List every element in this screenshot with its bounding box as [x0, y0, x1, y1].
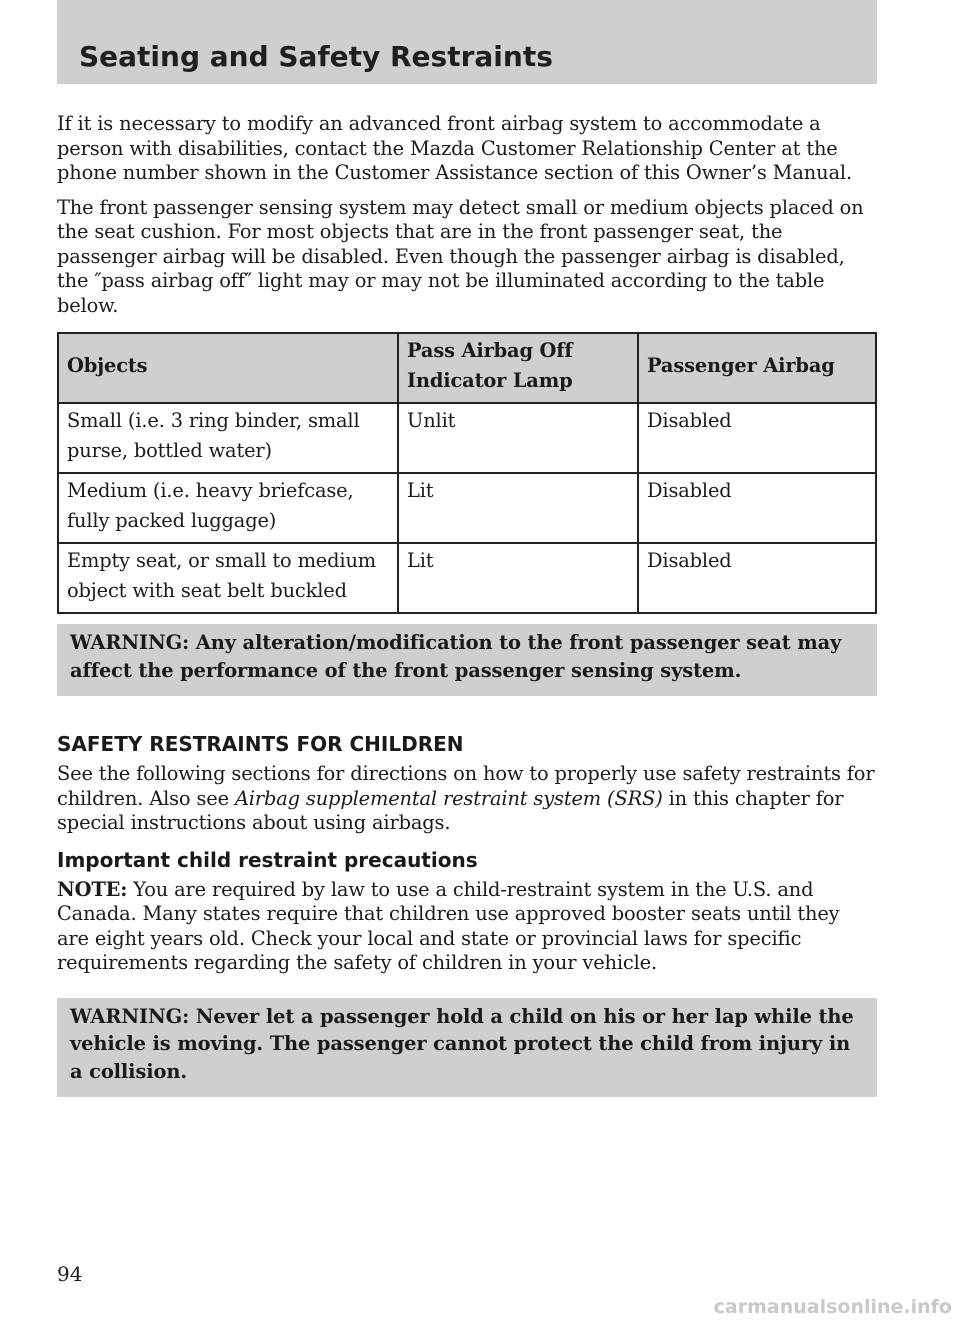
- table-cell: Lit: [398, 543, 638, 613]
- section-paragraph: [57, 762, 877, 836]
- table-header-cell: Pass Airbag Off Indicator Lamp: [398, 333, 638, 403]
- note-text: You are required by law to use a child-restraint system in the U.S. and Canada. Many states require that children use approved booster seats until they are eight years old. Check your local and state or provincial laws for specific requirements regarding the safety of children in your vehicle.: [57, 877, 840, 974]
- table-row: [58, 473, 876, 543]
- table-cell: Unlit: [398, 403, 638, 473]
- page-title: Seating and Safety Restraints: [79, 40, 553, 73]
- table-cell: Disabled: [638, 403, 876, 473]
- warning-box-child-lap: WARNING: Never let a passenger hold a child on his or her lap while the vehicle is moving. The passenger cannot protect the child from injury in a collision.: [57, 998, 877, 1098]
- table-cell: Disabled: [638, 473, 876, 543]
- note-paragraph: [57, 878, 877, 976]
- table-row: [58, 403, 876, 473]
- note-label: NOTE:: [57, 877, 128, 901]
- table-cell: Small (i.e. 3 ring binder, small purse, bottled water): [58, 403, 398, 473]
- section-text-end: in this chapter for special instructions about using airbags.: [57, 786, 844, 834]
- warning-box-seat-modification: WARNING: Any alteration/modification to the front passenger seat may affect the performance of the front passenger sensing system.: [57, 624, 877, 696]
- table-cell: Disabled: [638, 543, 876, 613]
- table-header-row: [58, 333, 876, 403]
- page-number: 94: [57, 1262, 83, 1286]
- srs-reference: Airbag supplemental restraint system (SRS): [234, 786, 663, 810]
- objects-table: [57, 332, 877, 614]
- header-band: [57, 0, 877, 84]
- section-heading: SAFETY RESTRAINTS FOR CHILDREN: [57, 732, 464, 756]
- table-header-cell: Passenger Airbag: [638, 333, 876, 403]
- table-cell: Lit: [398, 473, 638, 543]
- section-text: See the following sections for directions on how to properly use safety restraints for children. Also see: [57, 762, 875, 810]
- table-cell: Empty seat, or small to medium object with seat belt buckled: [58, 543, 398, 613]
- watermark-text: carmanualsonline.info: [713, 1296, 952, 1318]
- page-content: [57, 112, 877, 1097]
- intro-paragraph-1: If it is necessary to modify an advanced front airbag system to accommodate a person with disabilities, contact the Mazda Customer Relationship Center at the phone number shown in the Customer Assistance section of this Owner’s Manual.: [57, 112, 852, 184]
- table-cell: Medium (i.e. heavy briefcase, fully packed luggage): [58, 473, 398, 543]
- subsection-heading: Important child restraint precautions: [57, 847, 478, 872]
- table-header-cell: Objects: [58, 333, 398, 403]
- intro-paragraph-2: The front passenger sensing system may detect small or medium objects placed on the seat cushion. For most objects that are in the front passenger seat, the passenger airbag will be disabled. Even though the passenger airbag is disabled, the ″pass airbag off″ light may or may not be illuminated according to the table below.: [57, 195, 864, 317]
- table-row: [58, 543, 876, 613]
